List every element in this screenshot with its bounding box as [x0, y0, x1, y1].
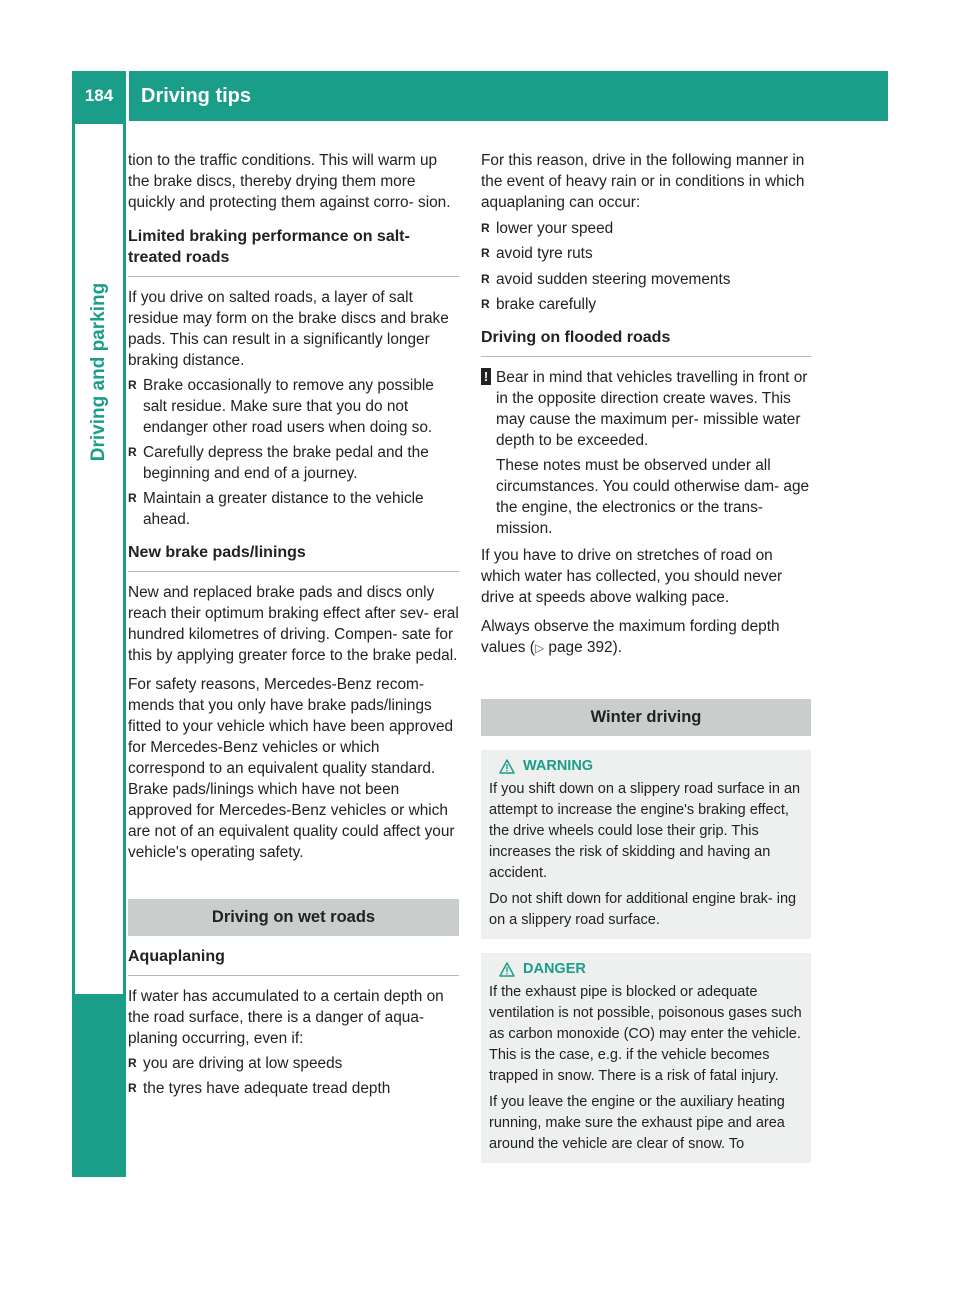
section-band-winter: Winter driving	[481, 699, 811, 736]
notice-block	[481, 367, 811, 539]
paragraph: Bear in mind that vehicles travelling in front or in the opposite direction create waves. This may cause the maximum per- missible water depth to be exceeded.	[496, 369, 808, 449]
paragraph: For safety reasons, Mercedes-Benz recom- mends that you only have brake pads/linings fitted to your vehicle which have been approved for Mercedes-Benz vehicles or which correspond to an equivalent quality standard. Brake pads/linings which have not been approved for Mercedes-Benz vehicles or which are not of an equivalent quality could affect your vehicle's operating safety.	[128, 676, 455, 861]
left-column	[128, 150, 459, 1099]
heavy-rain-list	[481, 218, 811, 316]
right-column	[481, 150, 811, 1163]
list-item: R avoid tyre ruts	[481, 243, 811, 264]
page-title: Driving tips	[141, 84, 252, 107]
paragraph: If you drive on salted roads, a layer of salt residue may form on the brake discs and brake pads. This can result in a significantly longer braking distance.	[128, 289, 449, 369]
heading-salt-roads: Limited braking performance on salt- treated roads	[128, 226, 459, 277]
paragraph: tion to the traffic conditions. This will warm up the brake discs, thereby drying them more quickly and protecting them against corro- sion.	[128, 152, 451, 211]
danger-box	[481, 953, 811, 1163]
paragraph-page-reference	[481, 616, 811, 659]
list-item: R avoid sudden steering movements	[481, 269, 811, 290]
warning-title	[489, 756, 803, 777]
warning-triangle-icon	[499, 962, 515, 977]
side-tab-panel	[75, 124, 123, 994]
page-number: 184	[84, 86, 114, 105]
paragraph: If you leave the engine or the auxiliary heating running, make sure the exhaust pipe and area around the vehicle are clear of snow. To	[489, 1094, 785, 1152]
paragraph: New and replaced brake pads and discs only reach their optimum braking effect after sev- eral hundred kilometres of driving. Compen- sate for this by applying greater force to the brake pedal.	[128, 584, 459, 664]
list-item: R lower your speed	[481, 218, 811, 239]
header-separator	[126, 71, 129, 121]
paragraph: If water has accumulated to a certain depth on the road surface, there is a danger of aqua- planing occurring, even if:	[128, 988, 444, 1047]
list-item: R the tyres have adequate tread depth	[128, 1078, 459, 1099]
page-arrow-icon: ▷	[534, 641, 545, 655]
list-item: R brake carefully	[481, 294, 811, 315]
danger-title	[489, 959, 803, 980]
warning-box	[481, 750, 811, 939]
paragraph: If you shift down on a slippery road surface in an attempt to increase the engine's braking effect, the drive wheels could lose their grip. This increases the risk of skidding and having an accident.	[489, 781, 801, 881]
list-item: R Maintain a greater distance to the vehicle ahead.	[128, 488, 459, 530]
page-link[interactable]: page 392).	[544, 639, 622, 656]
heading-aquaplaning: Aquaplaning	[128, 946, 459, 976]
list-item: R you are driving at low speeds	[128, 1053, 459, 1074]
heading-flooded-roads: Driving on flooded roads	[481, 327, 811, 357]
danger-label: DANGER	[523, 961, 586, 977]
paragraph: If you have to drive on stretches of road on which water has collected, you should never drive at speeds above walking pace.	[481, 547, 783, 606]
side-tab-label: Driving and parking	[88, 282, 109, 462]
paragraph: Do not shift down for additional engine brak- ing on a slippery road surface.	[489, 891, 797, 928]
paragraph: These notes must be observed under all circumstances. You could otherwise dam- age the engine, the electronics or the trans- mission.	[496, 457, 810, 537]
warning-triangle-icon	[499, 759, 515, 774]
paragraph: If the exhaust pipe is blocked or adequate ventilation is not possible, poisonous gases such as carbon monoxide (CO) may enter the vehicle. This is the case, e.g. if the vehicle becomes trapped in snow. There is a risk of fatal injury.	[489, 984, 802, 1084]
paragraph: For this reason, drive in the following manner in the event of heavy rain or in conditions in which aquaplaning can occur:	[481, 152, 805, 211]
salt-list	[128, 375, 459, 530]
heading-brake-pads: New brake pads/linings	[128, 542, 459, 572]
list-item: R Carefully depress the brake pedal and the beginning and end of a journey.	[128, 442, 459, 484]
aquaplaning-list	[128, 1053, 459, 1099]
section-band-wet-roads: Driving on wet roads	[128, 899, 459, 936]
text: Always observe the maximum fording depth values (	[481, 618, 780, 656]
list-item: R Brake occasionally to remove any possible salt residue. Make sure that you do not endanger other road users when doing so.	[128, 375, 459, 438]
warning-label: WARNING	[523, 758, 594, 774]
exclamation-icon: !	[481, 368, 491, 385]
